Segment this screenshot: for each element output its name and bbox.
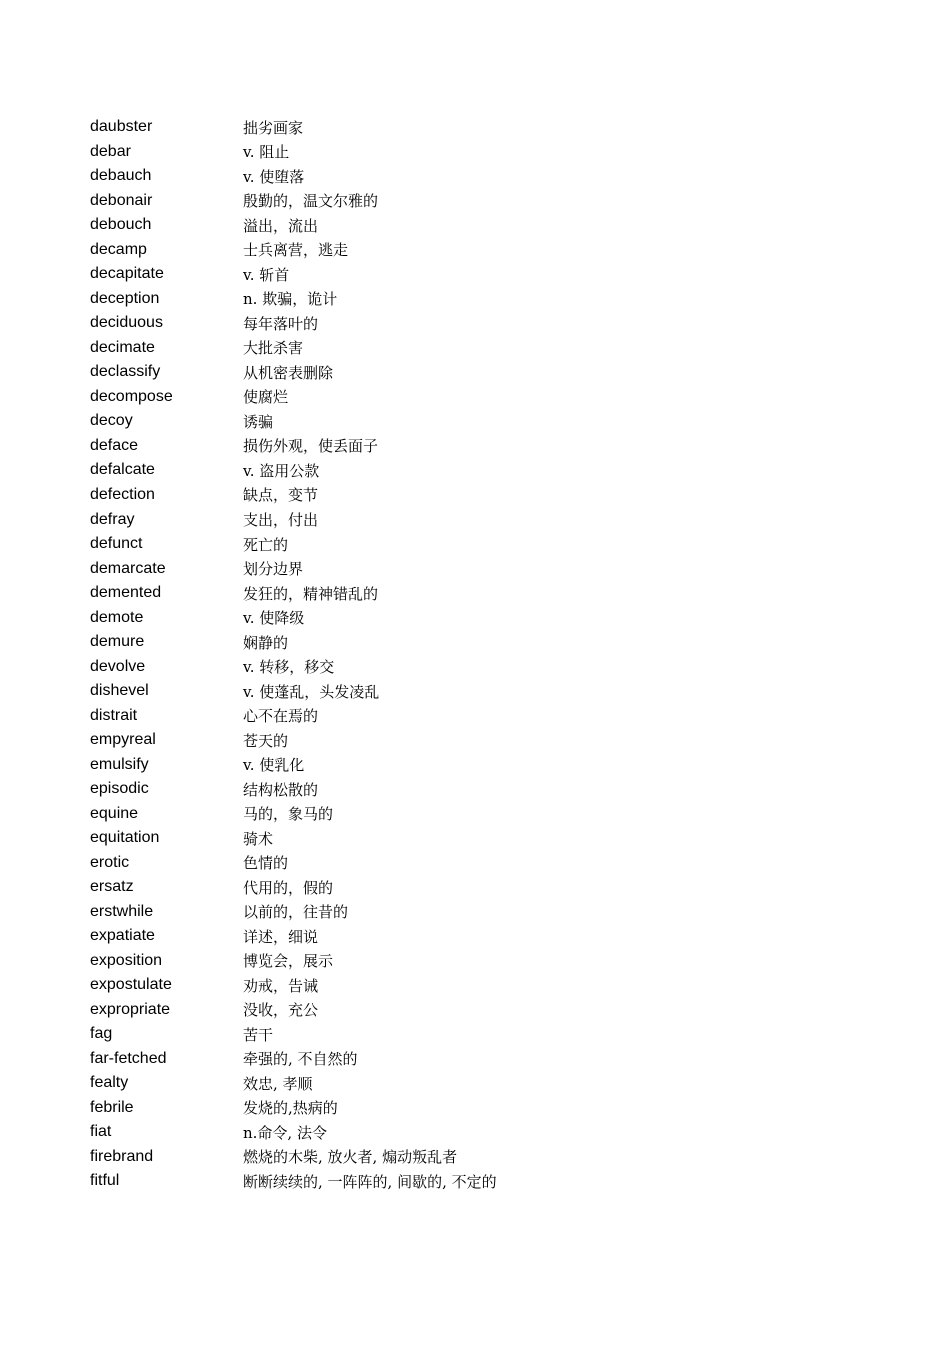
vocab-definition: 发烧的,热病的 [243, 1099, 338, 1118]
vocab-word: declassify [90, 363, 161, 381]
vocab-definition: 缺点，变节 [243, 486, 319, 505]
vocab-entry [90, 826, 850, 851]
vocab-definition: 划分边界 [243, 560, 304, 579]
vocab-definition: v. 阻止 [243, 143, 290, 162]
vocab-entry [90, 262, 850, 287]
vocab-word: erotic [90, 853, 130, 871]
vocab-word: ersatz [90, 878, 134, 896]
vocab-word: deception [90, 289, 160, 307]
vocab-definition: 苦干 [243, 1025, 274, 1044]
vocab-entry [90, 140, 850, 165]
vocab-definition: v. 斩首 [243, 265, 290, 284]
vocab-entry [90, 900, 850, 925]
vocab-entry [90, 875, 850, 900]
vocab-entry [90, 850, 850, 875]
vocab-definition: 苍天的 [243, 731, 289, 750]
vocab-entry [90, 654, 850, 679]
vocab-word: daubster [90, 118, 153, 136]
vocab-definition: 心不在焉的 [243, 707, 319, 726]
vocab-word: demented [90, 584, 162, 602]
vocab-entry [90, 409, 850, 434]
vocab-word: fag [90, 1025, 113, 1043]
vocab-word: fealty [90, 1074, 129, 1092]
vocab-definition: 损伤外观，使丢面子 [243, 437, 379, 456]
vocab-definition: 以前的，往昔的 [243, 903, 349, 922]
vocab-definition: n. 欺骗，诡计 [243, 290, 338, 309]
vocab-word: fitful [90, 1172, 120, 1190]
vocab-entry [90, 924, 850, 949]
vocab-entry [90, 728, 850, 753]
vocab-definition: 殷勤的，温文尔雅的 [243, 192, 379, 211]
vocab-definition: v. 使乳化 [243, 756, 305, 775]
vocab-entry [90, 213, 850, 238]
vocab-entry [90, 949, 850, 974]
vocab-entry [90, 556, 850, 581]
vocab-word: decompose [90, 387, 173, 405]
vocab-entry [90, 434, 850, 459]
vocab-entry [90, 777, 850, 802]
vocab-entry [90, 998, 850, 1023]
vocab-definition: v. 使蓬乱，头发凌乱 [243, 682, 380, 701]
vocab-definition: 每年落叶的 [243, 314, 319, 333]
vocab-definition: 士兵离营，逃走 [243, 241, 349, 260]
vocab-entry [90, 1120, 850, 1145]
vocab-word: demure [90, 633, 145, 651]
vocab-word: demarcate [90, 559, 166, 577]
vocab-word: firebrand [90, 1147, 154, 1165]
vocab-word: decapitate [90, 265, 164, 283]
vocab-word: dishevel [90, 682, 149, 700]
vocab-word: fiat [90, 1123, 112, 1141]
vocab-word: febrile [90, 1098, 134, 1116]
vocab-definition: v. 使堕落 [243, 167, 305, 186]
vocab-definition: 劝戒，告诫 [243, 976, 319, 995]
vocab-word: debauch [90, 167, 152, 185]
vocab-definition: 断断续续的, 一阵阵的, 间歇的, 不定的 [243, 1172, 497, 1191]
vocab-entry [90, 973, 850, 998]
vocab-word: decamp [90, 240, 147, 258]
vocab-definition: 没收，充公 [243, 1001, 319, 1020]
vocab-entry [90, 458, 850, 483]
vocab-definition: 结构松散的 [243, 780, 319, 799]
vocab-word: distrait [90, 706, 138, 724]
vocab-definition: 牵强的, 不自然的 [243, 1050, 358, 1069]
vocab-definition: 从机密表删除 [243, 363, 334, 382]
vocab-word: debouch [90, 216, 152, 234]
vocab-entry [90, 115, 850, 140]
vocab-entry [90, 605, 850, 630]
vocab-entry [90, 336, 850, 361]
vocab-word: demote [90, 608, 144, 626]
vocab-entry [90, 752, 850, 777]
vocab-word: equitation [90, 829, 160, 847]
vocab-entry [90, 1169, 850, 1194]
vocab-word: defunct [90, 535, 143, 553]
vocab-entry [90, 1022, 850, 1047]
vocab-entry [90, 483, 850, 508]
vocabulary-list [90, 115, 850, 1194]
vocab-entry [90, 164, 850, 189]
vocab-word: debonair [90, 191, 153, 209]
vocab-definition: 死亡的 [243, 535, 289, 554]
vocab-word: debar [90, 142, 131, 160]
vocab-definition: 博览会，展示 [243, 952, 334, 971]
vocab-entry [90, 1047, 850, 1072]
vocab-entry [90, 238, 850, 263]
vocab-word: episodic [90, 780, 149, 798]
vocab-entry [90, 1145, 850, 1170]
vocab-word: deface [90, 436, 139, 454]
vocab-entry [90, 703, 850, 728]
vocab-definition: v. 转移，移交 [243, 658, 335, 677]
vocab-word: exposition [90, 951, 163, 969]
vocab-entry [90, 532, 850, 557]
vocab-entry [90, 1096, 850, 1121]
vocab-definition: 发狂的，精神错乱的 [243, 584, 379, 603]
vocab-word: emulsify [90, 755, 149, 773]
vocab-word: expostulate [90, 976, 172, 994]
vocab-word: defray [90, 510, 135, 528]
vocab-entry [90, 189, 850, 214]
vocab-definition: 色情的 [243, 854, 289, 873]
vocab-definition: 娴静的 [243, 633, 289, 652]
vocab-definition: n.命令, 法令 [243, 1123, 327, 1142]
vocab-word: expropriate [90, 1000, 171, 1018]
vocab-word: defection [90, 485, 155, 503]
vocab-definition: 效忠, 孝顺 [243, 1074, 313, 1093]
vocab-entry [90, 630, 850, 655]
vocab-definition: 溢出，流出 [243, 216, 319, 235]
vocab-definition: 支出，付出 [243, 511, 319, 529]
vocab-word: equine [90, 804, 139, 822]
vocab-word: decoy [90, 412, 133, 430]
vocab-entry [90, 507, 850, 532]
vocab-entry [90, 311, 850, 336]
vocab-word: devolve [90, 657, 146, 675]
vocab-entry [90, 801, 850, 826]
vocab-entry [90, 1071, 850, 1096]
vocab-entry [90, 679, 850, 704]
vocab-definition: 骑术 [243, 829, 274, 848]
vocab-word: deciduous [90, 314, 163, 332]
vocab-entry [90, 360, 850, 385]
vocab-definition: 大批杀害 [243, 339, 304, 358]
vocab-definition: 诱骗 [243, 412, 274, 431]
vocab-entry [90, 581, 850, 606]
vocab-definition: 燃烧的木柴, 放火者, 煽动叛乱者 [243, 1148, 458, 1167]
vocab-definition: 拙劣画家 [243, 118, 304, 137]
vocab-entry [90, 287, 850, 312]
vocab-word: defalcate [90, 461, 155, 479]
vocab-definition: 详述，细说 [243, 927, 319, 946]
vocab-entry [90, 385, 850, 410]
vocab-word: erstwhile [90, 902, 154, 920]
vocab-definition: v. 使降级 [243, 609, 305, 628]
vocab-definition: 马的，象马的 [243, 805, 334, 824]
vocab-word: expatiate [90, 927, 155, 945]
vocab-definition: 使腐烂 [243, 388, 289, 407]
vocab-word: decimate [90, 338, 155, 356]
vocab-word: empyreal [90, 731, 156, 749]
vocab-definition: 代用的，假的 [243, 878, 334, 897]
vocab-definition: v. 盗用公款 [243, 461, 320, 480]
vocab-word: far-fetched [90, 1049, 167, 1067]
